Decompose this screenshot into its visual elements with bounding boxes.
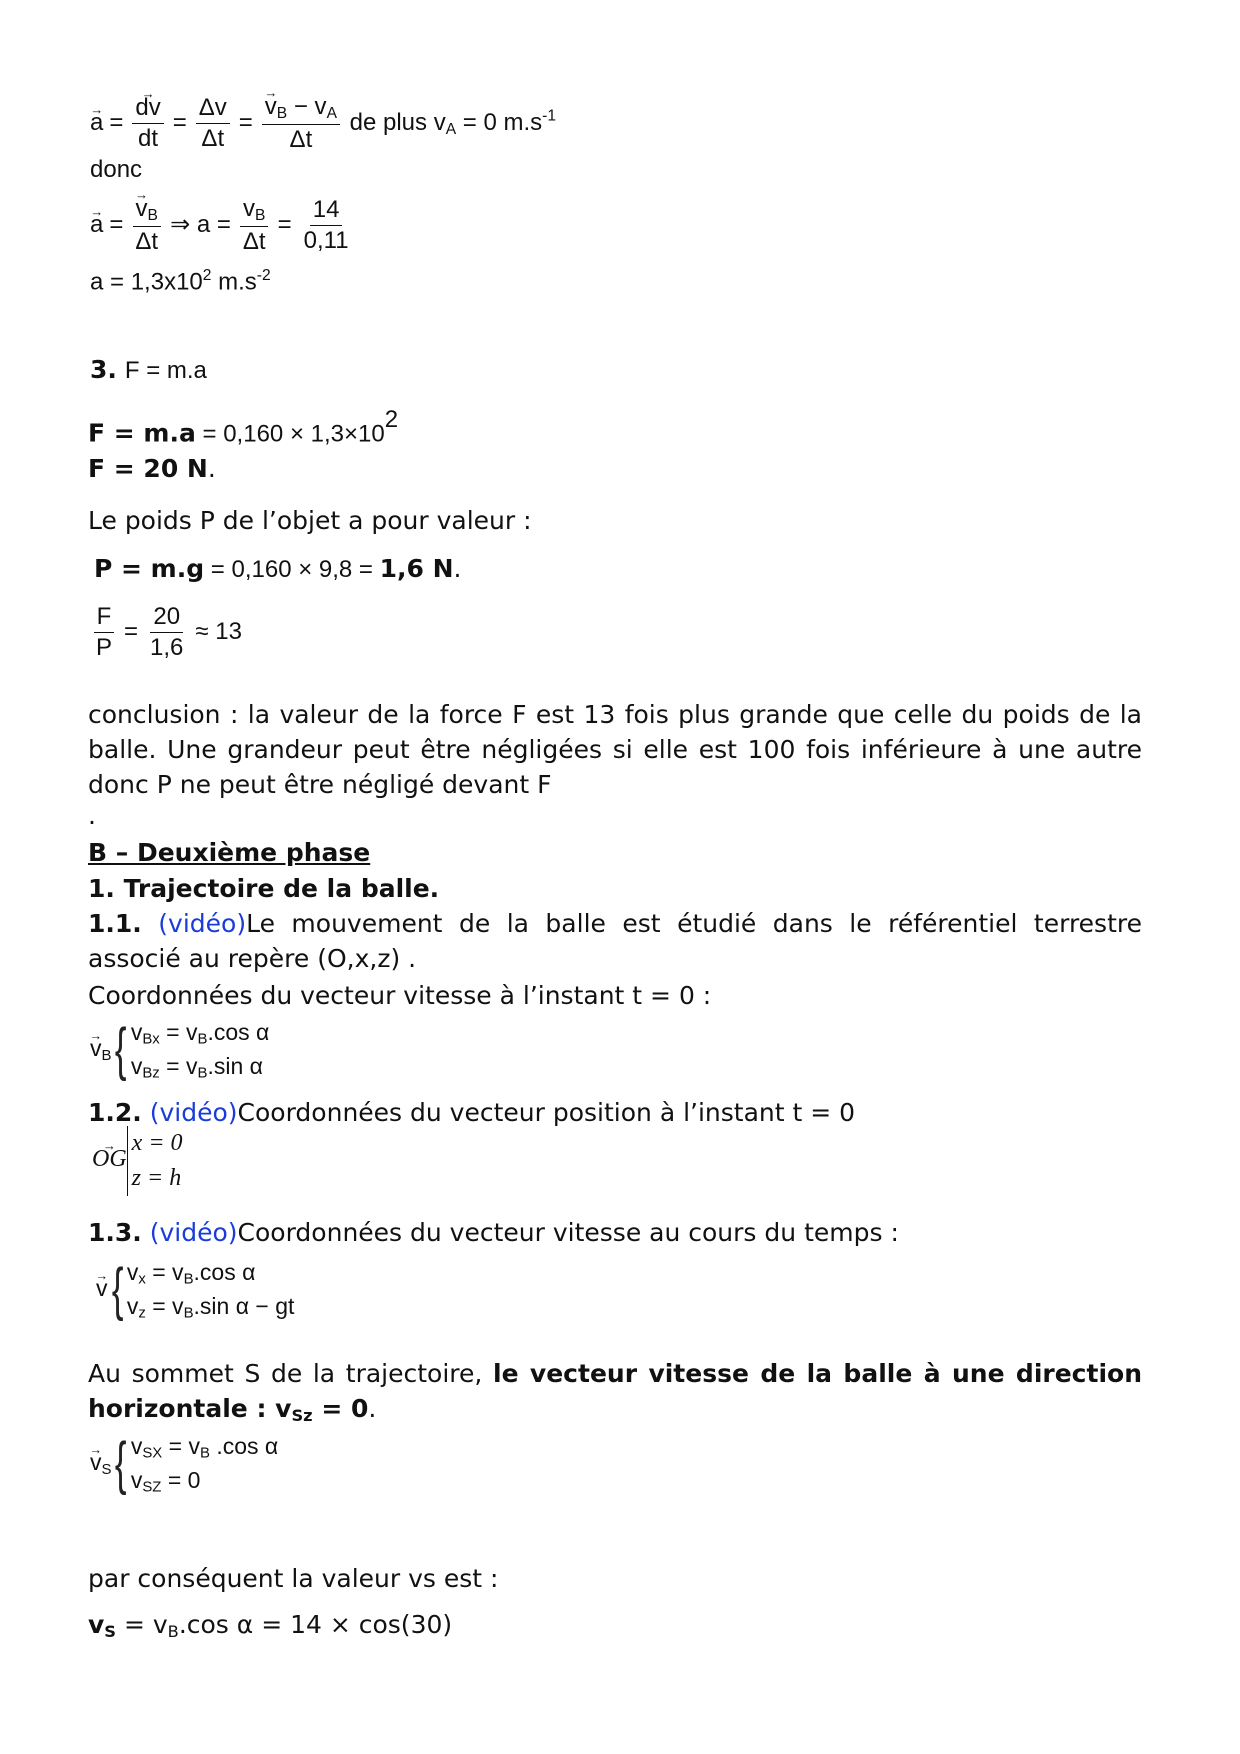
acceleration-calculation: → a = → $\frac{v_B}{\Delta t}$ ⇒ a = $\frac{v_B}{\Delta t}$ = $\frac{14}{0,11}$	[90, 196, 355, 255]
acceleration-result: $a = 1,3x10^2$ $m.s^{-2}$	[90, 267, 271, 296]
video-link[interactable]: (vidéo)	[149, 1098, 238, 1127]
video-link[interactable]: (vidéo)	[149, 1218, 238, 1247]
force-calculation: $F = m.a = 0,160 \times 1,3\times 10^2$	[88, 406, 399, 448]
conclusion-paragraph: conclusion : la valeur de la force F est 13 fois plus grande que celle du poids de la balle. Une grandeur peut être négligées si elle est 100 fois inférieure à une autre donc P ne peut être négligé devant F	[88, 700, 1142, 799]
section-b-title: B – Deuxième phase	[88, 838, 371, 867]
sommet-paragraph: Au sommet S de la trajectoire, le vecteur vitesse de la balle à une direction horizontale : $v_{Sz} = 0$.	[88, 1359, 1142, 1426]
subsection-1-title: 1. Trajectoire de la balle.	[88, 874, 440, 903]
poids-text: Le poids P de l’objet a pour valeur :	[88, 506, 532, 535]
dot-separator: .	[88, 801, 96, 830]
ratio-equation: $\frac{F}{P}$ = $\frac{20}{1,6}$ ≈ 13	[90, 604, 248, 662]
subsection-1-3: 1.3. (vidéo)Coordonnées du vecteur vitesse au cours du temps :	[88, 1218, 899, 1247]
consequent-text: par conséquent la valeur vs est :	[88, 1564, 499, 1593]
donc-text: donc	[90, 156, 143, 183]
v-system: → v{ $v_x = v_B.\cos$ α $v_z = v_B.\sin$ α − gt	[96, 1256, 294, 1325]
og-system: → OG x = 0 z = h	[92, 1126, 183, 1196]
part3-heading: 3. F = m.a	[90, 355, 207, 384]
force-result: F = 20 N.	[88, 454, 216, 483]
coord-vitesse-text: Coordonnées du vecteur vitesse à l’instant t = 0 :	[88, 981, 712, 1010]
poids-calculation: P = m.g = 0,160 × 9,8 = 1,6 N.	[94, 554, 462, 583]
subsection-1-1-paragraph: 1.1. (vidéo)Le mouvement de la balle est étudié dans le référentiel terrestre associé au repère (O,x,z) .	[88, 909, 1142, 973]
subsection-1-2: 1.2. (vidéo)Coordonnées du vecteur position à l’instant t = 0	[88, 1098, 856, 1127]
vs-calculation: $v_S = v_B.\cos$ α = 14 × cos(30)	[88, 1610, 453, 1642]
video-link[interactable]: (vidéo)	[158, 909, 247, 938]
vs-system: → $v_S${ $v_{SX} = v_B$ .cos α $v_{SZ} = 0$	[90, 1430, 278, 1499]
acceleration-definition: → a = → $\frac{dv}{dt}$ = $\frac{\Delta v}{\Delta t}$ = → $\frac{v_B - v_A}{\Delta t}$ de plus $v_A = 0$ $m.s^{-1}$	[90, 94, 556, 153]
vb-system: → $v_B${ $v_{Bx} = v_B.\cos$ α $v_{Bz} = v_B.\sin$ α	[90, 1016, 269, 1085]
